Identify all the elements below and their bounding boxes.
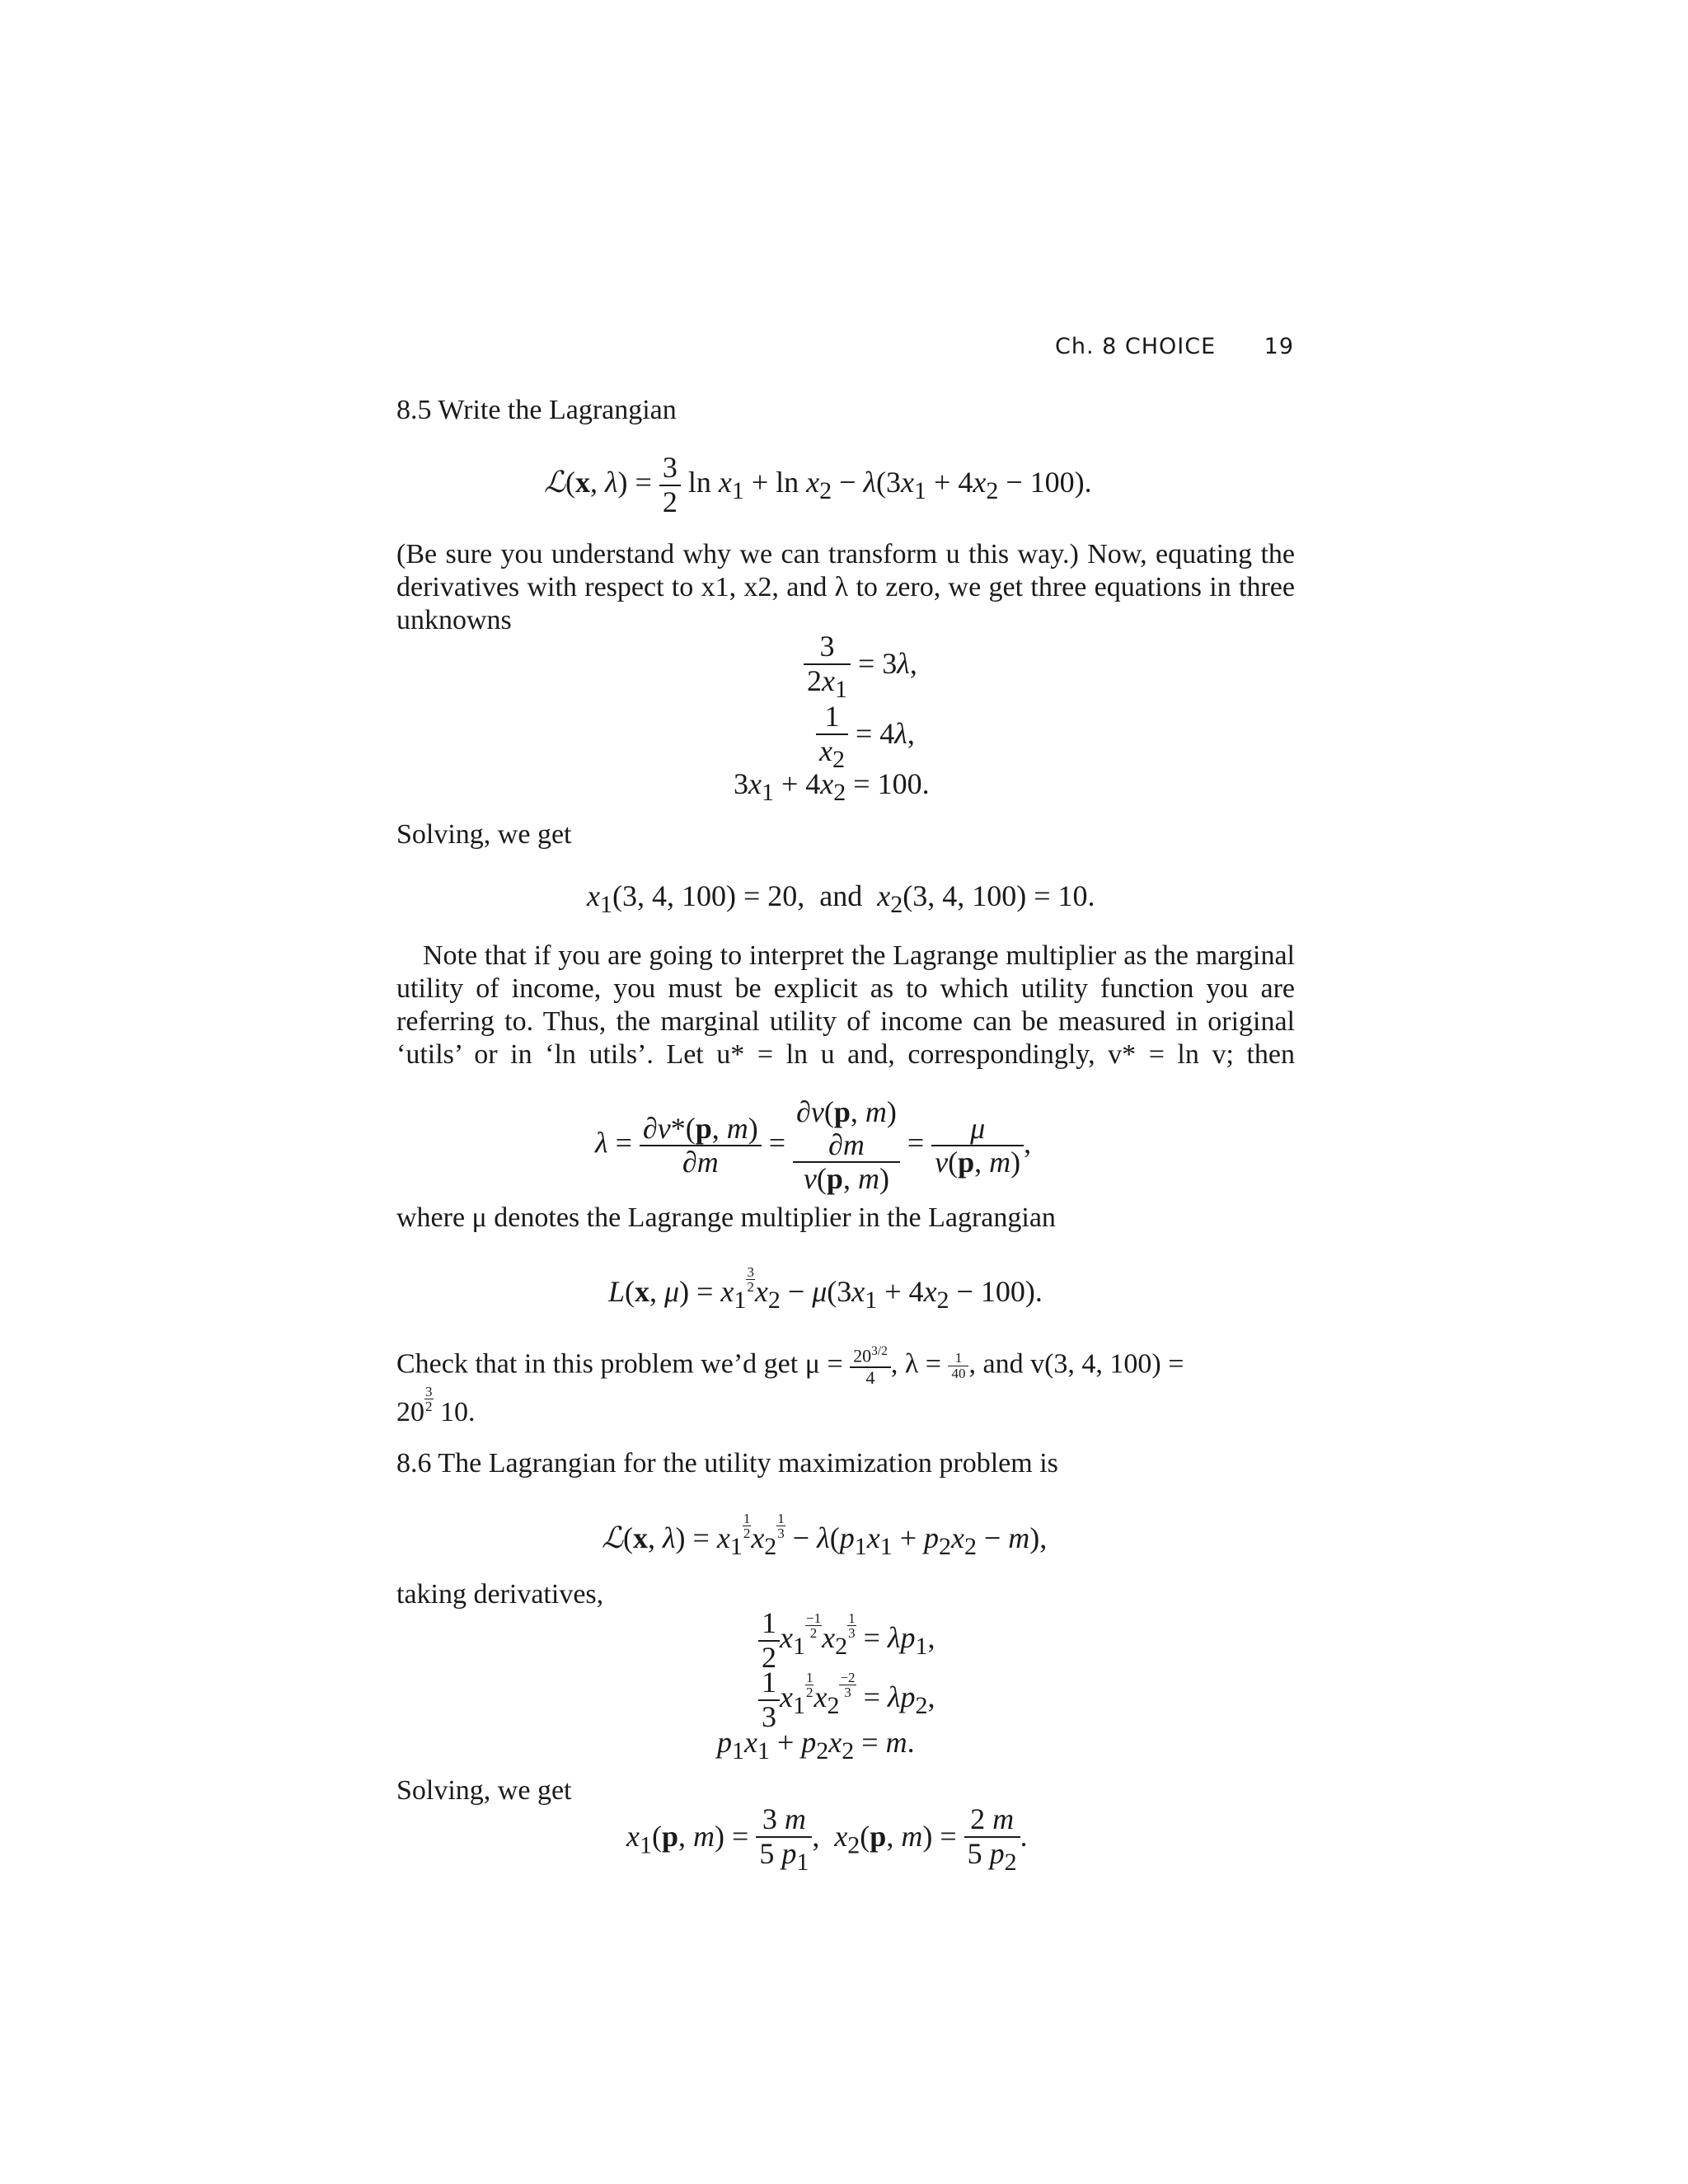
- check-line: Check that in this problem we’d get μ = $\frac{20^{3/2}}{4}$ , λ = $\frac{1}{40}$ , and v(3, 4, 100) =: [396, 1344, 1184, 1388]
- solving-text-8-5: Solving, we get: [396, 819, 572, 850]
- lagrangian-equation-mu: L(x, $\mu) = x_1$ $\frac{3}{2}$ $x_2 - \mu(3x_1 + 4x_2 - 100)$.: [608, 1264, 1043, 1315]
- problem-8-6-intro: 8.6 The Lagrangian for the utility maximization problem is: [396, 1448, 1058, 1479]
- running-head-title: Ch. 8 CHOICE: [1055, 334, 1217, 359]
- where-mu-text: where μ denotes the Lagrange multiplier in the Lagrangian: [396, 1202, 1056, 1233]
- solving-text-8-6: Solving, we get: [396, 1775, 572, 1806]
- note-paragraph: [396, 940, 1295, 1071]
- check-text-post: , and v(3, 4, 100) =: [968, 1348, 1184, 1380]
- lambda-derivative-equation: λ = $\frac{\partial v*(p, m)}{\partial m}$ = ∂v(p, m) ∂m v(p, m) = $\frac{\mu}{v(p, m)}$ ,: [595, 1095, 1032, 1196]
- check-text-pre: Check that in this problem we’d get μ =: [396, 1348, 843, 1380]
- note-text: Note that if you are going to interpret the Lagrange multiplier as the marginal utility of income, you must be explicit as to which utility function you are referring to. Thus, the marginal utility of income can be measured in original ‘utils’ or in ‘ln utils’. Let u* = ln u and, correspondingly, v* = ln v; then: [396, 940, 1295, 1070]
- check-text-line2: 10.: [440, 1396, 476, 1427]
- page-number: 19: [1264, 334, 1294, 359]
- solution-8-5: $x_1(3$, 4, 100) = 20, and $x_2(3$, 4, 100) = 10.: [587, 879, 1095, 919]
- check-line-2: 20 $\frac{3}{2}$ 10.: [396, 1384, 476, 1427]
- check-text-mid: , λ =: [890, 1348, 941, 1380]
- problem-8-5-paragraph: (Be sure you understand why we can transform u this way.) Now, equating the derivatives with respect to x1, x2, and λ to zero, we get three equations in three unknowns: [396, 539, 1295, 635]
- taking-derivatives-text: taking derivatives,: [396, 1579, 604, 1610]
- problem-8-5-intro: 8.5 Write the Lagrangian: [396, 395, 677, 425]
- solution-8-6: $x_1(p$, m) = $\frac{3 m}{5 p_1}$ , $x_2(p$, m) = $\frac{2 m}{5 p_2}$ .: [626, 1802, 1028, 1876]
- first-order-conditions-8-6: $\frac{1}{2}$ $x_1$ $\frac{-1}{2}$ $x_2$ $\frac{1}{3}$ = $\lambda p_1$, $\frac{1}{3}$ $x_1$ $\frac{1}{2}$ $x_2$ $\frac{-2}{3}$ = $\lambda p_2$, $p_1x_1 + p_2x_2 = m$.: [717, 1606, 935, 1765]
- running-header: [1055, 334, 1294, 359]
- lagrangian-equation-1: ℒ(x, λ) = $\frac{3}{2}$ $\ln x_1 + \ln x_2 - \lambda(3x_1 + 4x_2 - 100)$.: [544, 451, 1092, 518]
- lagrangian-equation-8-6: ℒ(x, $\lambda) = x_1$ $\frac{1}{2}$ $x_2$ $\frac{1}{3}$ − $\lambda(p_1x_1 + p_2x_2 - m)$,: [602, 1511, 1048, 1561]
- first-order-conditions-8-5: $\frac{3}{2x_1}$ = 3λ, $\frac{1}{x_2}$ = 4λ, $3x_1 + 4x_2 = 100$.: [734, 630, 930, 807]
